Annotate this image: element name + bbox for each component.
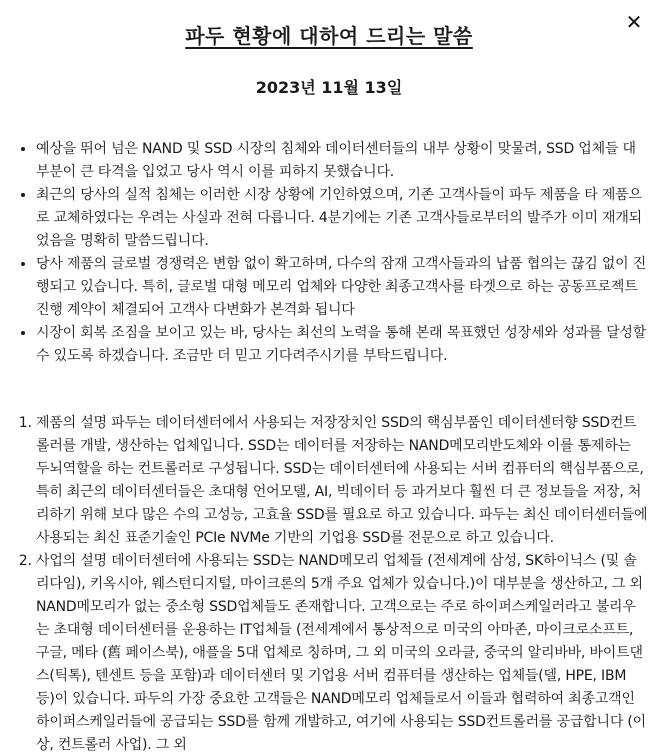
detail-list xyxy=(0,412,658,754)
notice-date: 2023년 11월 13일 xyxy=(255,78,403,97)
close-icon[interactable]: ✕ xyxy=(625,10,643,34)
summary-list xyxy=(0,138,658,368)
summary-item: • 시장이 회복 조짐을 보이고 있는 바, 당사는 최선의 노력을 통해 본래 목표했던 성장세와 성과를 달성할 수 있도록 하겠습니다. 조금만 더 믿고 기다려주시기를 부탁드립니다. xyxy=(36,322,648,368)
detail-item-product: 1. 제품의 설명 파두는 데이터센터에서 사용되는 저장장치인 SSD의 핵심부품인 데이터센터향 SSD컨트롤러를 개발, 생산하는 업체입니다. SSD는 데이터를 저장하는 NAND메모리반도체와 이를 통제하는 두뇌역할을 하는 컨트롤러로 구성됩니다. SSD는 데이터센터에 사용되는 서버 컴퓨터의 핵심부품으로, 특히 최근의 데이터센터들은 초대형 언어모델, AI, 빅데이터 등 과거보다 훨씬 더 큰 정보들을 저장, 처리하기 위해 보다 많은 수의 고성능, 고효율 SSD를 필요로 하고 있습니다. 파두는 최신 데이터센터들에 사용되는 최신 표준기술인 PCIe NVMe 기반의 기업용 SSD를 전문으로 하고 있습니다. xyxy=(36,412,648,550)
summary-item: • 당사 제품의 글로벌 경쟁력은 변함 없이 확고하며, 다수의 잠재 고객사들과의 납품 협의는 끊김 없이 진행되고 있습니다. 특히, 글로벌 대형 메모리 업체와 다양한 최종고객사를 타겟으로 하는 공동프로젝트 진행 계약이 체결되어 고객사 다변화가 본격화 됩니다 xyxy=(36,253,648,322)
summary-item: • 최근의 당사의 실적 침체는 이러한 시장 상황에 기인하였으며, 기존 고객사들이 파두 제품을 타 제품으로 교체하였다는 우려는 사실과 전혀 다릅니다. 4분기에는 기존 고객사들로부터의 발주가 이미 재개되었음을 명확히 말씀드립니다. xyxy=(36,184,648,253)
page-title: 파두 현황에 대하여 드리는 말씀 xyxy=(185,24,473,48)
summary-item: • 예상을 뛰어 넘은 NAND 및 SSD 시장의 침체와 데이터센터들의 내부 상황이 맞물려, SSD 업체들 대부분이 큰 타격을 입었고 당사 역시 이를 피하지 못했습니다. xyxy=(36,138,648,184)
detail-item-business: 2. 사업의 설명 데이터센터에 사용되는 SSD는 NAND메모리 업체들 (전세계에 삼성, SK하이닉스 (및 솔리다임), 키옥시아, 웨스턴디지털, 마이크론의 5개 주요 업체가 있습니다.)이 대부분을 생산하고, 그 외 NAND메모리가 없는 중소형 SSD업체들도 존재합니다. 고객으로는 주로 하이퍼스케일러라고 불리우는 초대형 데이터센터를 운용하는 IT업체들 (전세계에서 통상적으로 미국의 아마존, 마이크로소프트, 구글, 메타 (舊 페이스북), 애플을 5대 업체로 칭하며, 그 외 미국의 오라클, 중국의 알리바바, 바이트댄스(틱톡), 텐센트 등을 포함)과 데이터센터 및 기업용 서버 컴퓨터를 생산하는 업체들(델, HPE, IBM 등)이 있습니다. 파두의 가장 중요한 고객들은 NAND메모리 업체들로서 이들과 협력하여 최종고객인 하이퍼스케일러들에 공급되는 SSD를 함께 개발하고, 여기에 사용되는 SSD컨트롤러를 공급합니다 (이상, 컨트롤러 사업). 그 외 xyxy=(36,550,648,754)
